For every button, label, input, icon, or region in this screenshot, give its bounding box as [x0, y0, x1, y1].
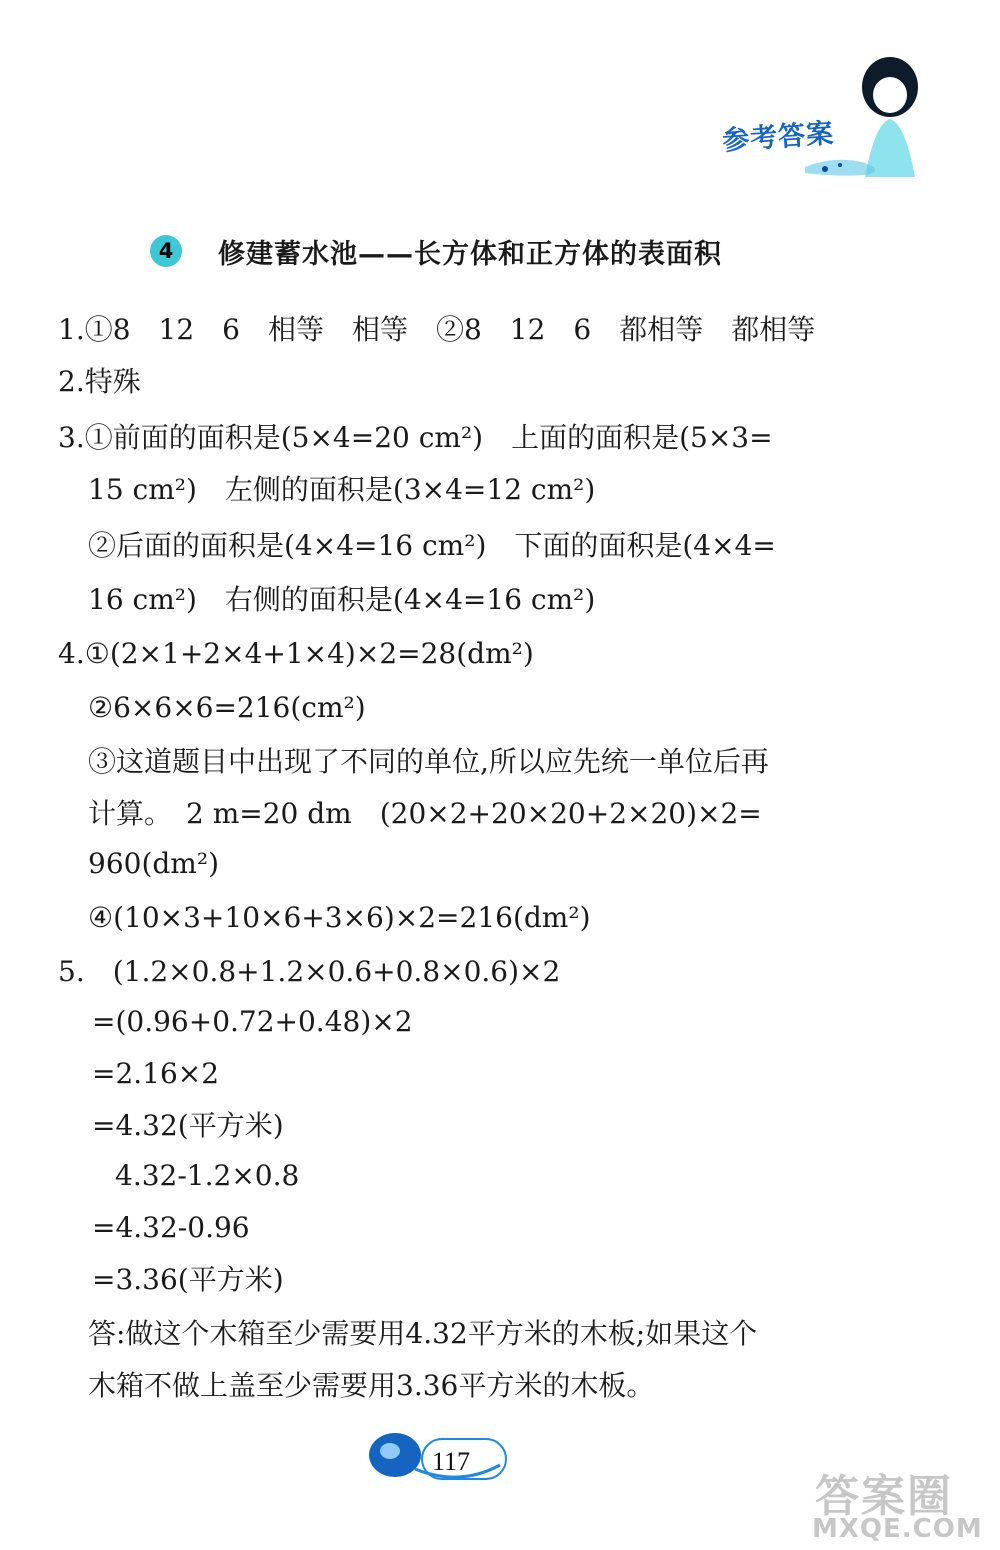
answer-line: ②后面的面积是(4×4=16 cm²) 下面的面积是(4×4= [88, 529, 776, 562]
answer-line: ③这道题目中出现了不同的单位,所以应先统一单位后再 [88, 745, 769, 778]
section-heading [150, 228, 722, 274]
answer-line: 960(dm²) [88, 847, 219, 880]
section-title: 修建蓄水池——长方体和正方体的表面积 [218, 238, 722, 270]
answer-line: 计算。 2 m=20 dm (20×2+20×20+2×20)×2= [88, 797, 762, 830]
page-number: 117 [432, 1447, 471, 1476]
answer-key-label: 参考答案 [721, 118, 836, 157]
section-number-badge: 4 [150, 235, 182, 267]
watermark-logo: 答案圈 [815, 1471, 953, 1522]
answer-line: =3.36(平方米) [92, 1263, 284, 1296]
answer-line: 4.①(2×1+2×4+1×4)×2=28(dm²) [58, 637, 534, 670]
watermark-url: MXQE.COM [812, 1514, 983, 1544]
header-illustration [715, 45, 985, 185]
answer-line: =(0.96+0.72+0.48)×2 [92, 1005, 413, 1038]
answer-line: 木箱不做上盖至少需要用3.36平方米的木板。 [88, 1369, 655, 1402]
answer-line: 答:做这个木箱至少需要用4.32平方米的木板;如果这个 [88, 1317, 758, 1350]
answer-line: 1.①8 12 6 相等 相等 ②8 12 6 都相等 都相等 [58, 313, 816, 346]
answer-line: 15 cm²) 左侧的面积是(3×4=12 cm²) [88, 473, 596, 506]
answer-line: =2.16×2 [92, 1057, 220, 1090]
answer-line: 3.①前面的面积是(5×4=20 cm²) 上面的面积是(5×3= [58, 421, 773, 454]
answer-line: ②6×6×6=216(cm²) [88, 691, 366, 724]
answer-line: ④(10×3+10×6+3×6)×2=216(dm²) [88, 901, 591, 934]
answer-line: 16 cm²) 右侧的面积是(4×4=16 cm²) [88, 583, 596, 616]
answer-line: 4.32-1.2×0.8 [115, 1159, 300, 1192]
answer-line: 5. (1.2×0.8+1.2×0.6+0.8×0.6)×2 [58, 955, 561, 988]
answer-line: =4.32-0.96 [92, 1211, 250, 1244]
answer-line: =4.32(平方米) [92, 1109, 284, 1142]
answer-line: 2.特殊 [58, 365, 141, 398]
